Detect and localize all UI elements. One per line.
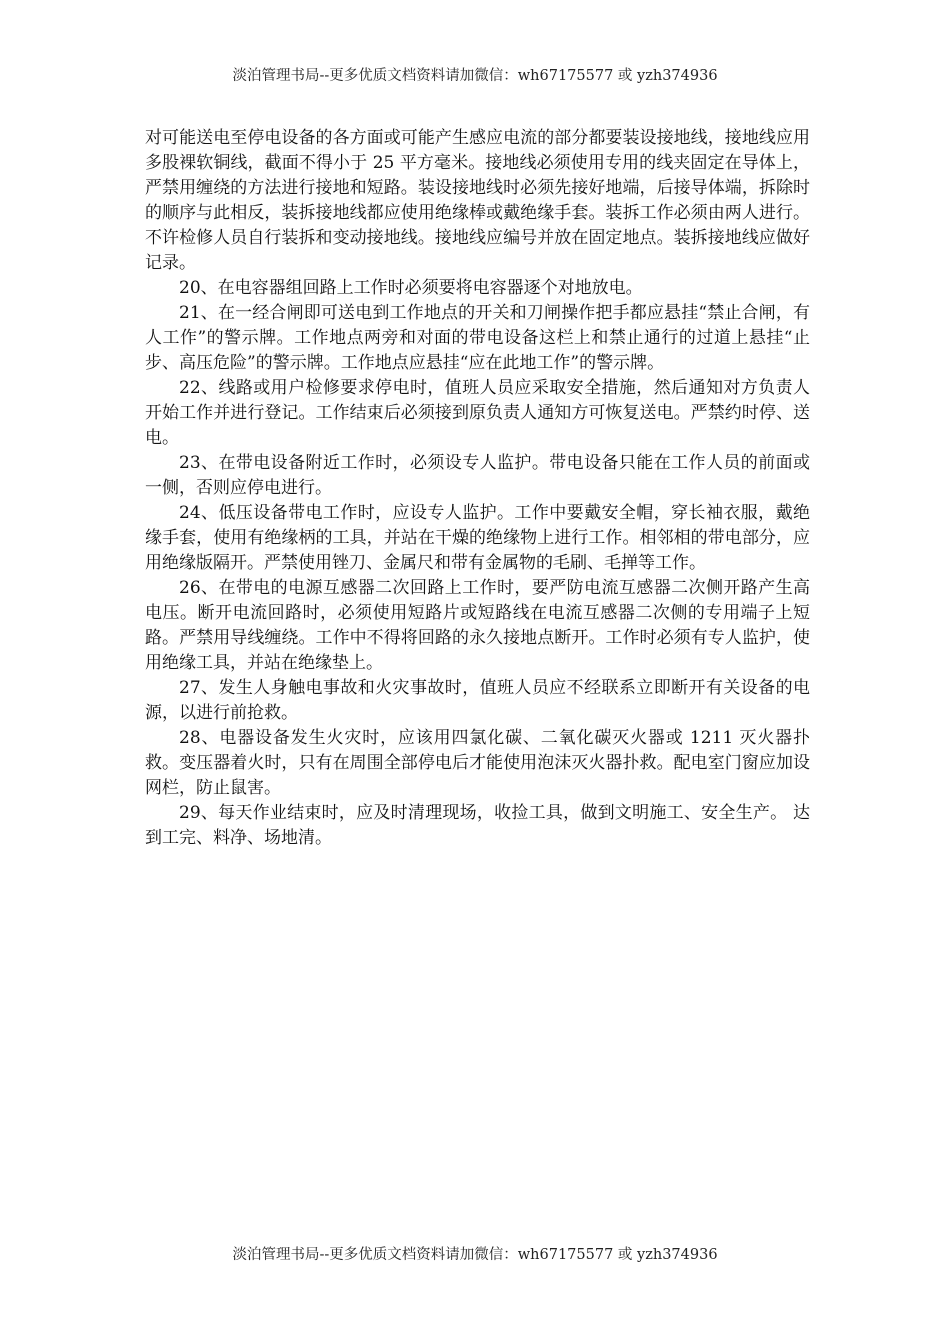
document-body (145, 126, 810, 851)
paragraph-22: 22、线路或用户检修要求停电时，值班人员应采取安全措施，然后通知对方负责人开始工作并进行登记。工作结束后必须接到原负责人通知方可恢复送电。严禁约时停、送电。 (145, 378, 810, 448)
paragraph-28: 28、电器设备发生火灾时，应该用四氯化碳、二氧化碳灭火器或 1211 灭火器扑救。变压器着火时，只有在周围全部停电后才能使用泡沫灭火器扑救。配电室门窗应加设网栏，防止鼠害。 (145, 728, 810, 798)
paragraph-23: 23、在带电设备附近工作时，必须设专人监护。带电设备只能在工作人员的前面或一侧，否则应停电进行。 (145, 453, 810, 498)
paragraph-27: 27、发生人身触电事故和火灾事故时，值班人员应不经联系立即断开有关设备的电源，以进行前抢救。 (145, 678, 810, 723)
page-footer: 淡泊管理书局--更多优质文档资料请加微信：wh67175577 或 yzh374936 (232, 1247, 718, 1263)
paragraph-24: 24、低压设备带电工作时，应设专人监护。工作中要戴安全帽，穿长袖衣服，戴绝缘手套，使用有绝缘柄的工具，并站在干燥的绝缘物上进行工作。相邻相的带电部分，应用绝缘版隔开。严禁使用锉刀、金属尺和带有金属物的毛刷、毛掸等工作。 (145, 503, 810, 573)
paragraph-20: 20、在电容器组回路上工作时必须要将电容器逐个对地放电。 (179, 278, 643, 298)
paragraph-29: 29、每天作业结束时，应及时清理现场，收捡工具，做到文明施工、安全生产。 达到工完、料净、场地清。 (145, 803, 810, 848)
page-header: 淡泊管理书局--更多优质文档资料请加微信：wh67175577 或 yzh374936 (232, 68, 718, 84)
paragraph-grounding: 对可能送电至停电设备的各方面或可能产生感应电流的部分都要装设接地线，接地线应用多股裸软铜线，截面不得小于 25 平方毫米。接地线必须使用专用的线夹固定在导体上，严禁用缠绕的方法进行接地和短路。装设接地线时必须先接好地端，后接导体端，拆除时的顺序与此相反，装拆接地线都应使用绝缘棒或戴绝缘手套。装拆工作必须由两人进行。不许检修人员自行装拆和变动接地线。接地线应编号并放在固定地点。装拆接地线应做好记录。 (145, 128, 810, 273)
paragraph-21: 21、在一经合闸即可送电到工作地点的开关和刀闸操作把手都应悬挂“禁止合闸，有人工作”的警示牌。工作地点两旁和对面的带电设备这栏上和禁止通行的过道上悬挂“止步、高压危险”的警示牌。工作地点应悬挂“应在此地工作”的警示牌。 (145, 303, 810, 373)
paragraph-26: 26、在带电的电源互感器二次回路上工作时，要严防电流互感器二次侧开路产生高电压。断开电流回路时，必须使用短路片或短路线在电流互感器二次侧的专用端子上短路。严禁用导线缠绕。工作中不得将回路的永久接地点断开。工作时必须有专人监护，使用绝缘工具，并站在绝缘垫上。 (145, 578, 810, 673)
